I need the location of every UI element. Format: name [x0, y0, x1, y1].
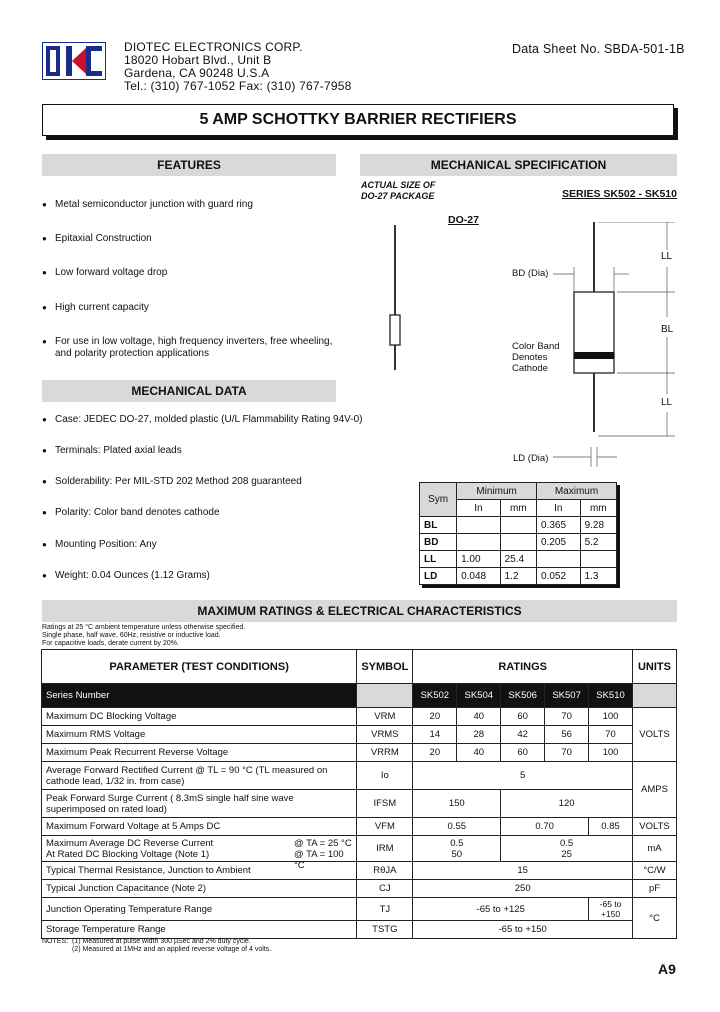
table-row	[42, 726, 677, 744]
dim-ll-bottom: LL	[661, 397, 673, 408]
param-line2: cathode lead, 1/32 in. from case)	[46, 775, 185, 787]
dim-cell	[500, 534, 536, 551]
feature-item: ● Low forward voltage drop	[42, 266, 167, 279]
param-cell: Maximum DC Blocking Voltage	[42, 708, 357, 726]
value-cell: 42	[501, 726, 545, 744]
dim-cell: 0.365	[537, 517, 581, 534]
param-cell: Typical Thermal Resistance, Junction to Ambient	[42, 862, 357, 880]
notes-label: NOTES:	[42, 938, 69, 945]
dim-cell: 1.3	[580, 568, 616, 585]
value-cell: 70	[545, 744, 589, 762]
features-heading: FEATURES	[42, 154, 336, 176]
value-cell: 150	[413, 790, 501, 818]
unit-cell: VOLTS	[632, 818, 676, 836]
value-cell: -65 to +125	[413, 898, 589, 921]
param-cell: Maximum Forward Voltage at 5 Amps DC	[42, 818, 357, 836]
value-25c: 0.5	[559, 837, 574, 849]
param-cell: Maximum Peak Recurrent Reverse Voltage	[42, 744, 357, 762]
col-units: UNITS	[632, 650, 676, 684]
dim-cell: 9.28	[580, 517, 616, 534]
diode-actual-size-icon	[385, 225, 405, 370]
unit-cell: mA	[632, 836, 676, 862]
dim-cell	[580, 551, 616, 568]
dim-sym: BL	[420, 517, 457, 534]
param-line1: Peak Forward Surge Current ( 8.3mS single half sine wave	[46, 792, 294, 804]
col-symbol: SYMBOL	[357, 650, 413, 684]
table-row	[42, 836, 677, 862]
ratings-heading: MAXIMUM RATINGS & ELECTRICAL CHARACTERISTICS	[42, 600, 677, 622]
series-sk502: SK502	[413, 684, 457, 708]
dim-unit: In	[457, 500, 501, 517]
value-cell: -65 to +150	[413, 921, 633, 939]
dim-cell	[457, 534, 501, 551]
symbol-cell: VRRM	[357, 744, 413, 762]
series-label: SERIES SK502 - SK510	[562, 188, 677, 200]
dim-cell: 25.4	[500, 551, 536, 568]
dim-ld: LD (Dia)	[513, 453, 549, 464]
symbol-cell: VRMS	[357, 726, 413, 744]
dim-col-max: Maximum	[537, 483, 617, 500]
table-row	[420, 517, 617, 534]
series-sk510: SK510	[589, 684, 633, 708]
ratings-note2: Single phase, half wave, 60Hz, resistive or inductive load.	[42, 632, 221, 639]
mech-item: ● Polarity: Color band denotes cathode	[42, 506, 220, 519]
color-band-label1: Color Band	[512, 341, 560, 352]
value-cell: 28	[457, 726, 501, 744]
color-band-label2: Denotes	[512, 352, 548, 363]
mechanical-data-heading: MECHANICAL DATA	[42, 380, 336, 402]
table-row	[42, 818, 677, 836]
param-cell	[42, 762, 357, 790]
param-cell: Typical Junction Capacitance (Note 2)	[42, 880, 357, 898]
value-cell: 15	[413, 862, 633, 880]
mech-item: ● Solderability: Per MIL-STD 202 Method 208 guaranteed	[42, 475, 302, 488]
value-cell: 20	[413, 708, 457, 726]
dim-cell	[537, 551, 581, 568]
symbol-cell: IRM	[357, 836, 413, 862]
dim-bd: BD (Dia)	[512, 268, 549, 279]
value-cell	[413, 836, 501, 862]
company-phone: Tel.: (310) 767-1052 Fax: (310) 767-7958	[124, 79, 352, 93]
value-cell: 56	[545, 726, 589, 744]
value-cell: -65 to +150	[589, 898, 633, 921]
param-cell	[42, 790, 357, 818]
param-cell: Storage Temperature Range	[42, 921, 357, 939]
value-cell: 120	[501, 790, 633, 818]
table-row	[42, 708, 677, 726]
company-name: DIOTEC ELECTRONICS CORP.	[124, 40, 303, 54]
value-cell: 60	[501, 708, 545, 726]
value-cell: 20	[413, 744, 457, 762]
param-line1: Maximum Average DC Reverse Current	[46, 837, 214, 849]
unit-cell: °C/W	[632, 862, 676, 880]
value-cell: 70	[589, 726, 633, 744]
table-row	[42, 921, 677, 939]
unit-cell: AMPS	[632, 762, 676, 818]
value-cell: 0.85	[589, 818, 633, 836]
value-100c: 50	[451, 848, 463, 860]
dim-unit: mm	[580, 500, 616, 517]
param-cell: Junction Operating Temperature Range	[42, 898, 357, 921]
value-cell: 70	[545, 708, 589, 726]
feature-item: ● For use in low voltage, high frequency inverters, free wheeling,	[42, 335, 332, 348]
value-cell	[501, 836, 633, 862]
symbol-cell: VRM	[357, 708, 413, 726]
param-line2: At Rated DC Blocking Voltage (Note 1)	[46, 848, 210, 860]
table-row	[42, 790, 677, 818]
dim-cell	[500, 517, 536, 534]
value-cell: 40	[457, 744, 501, 762]
mech-item: ● Terminals: Plated axial leads	[42, 444, 182, 457]
feature-item-cont: and polarity protection applications	[55, 348, 209, 359]
symbol-cell: VFM	[357, 818, 413, 836]
actual-size-label2: DO-27 PACKAGE	[361, 191, 435, 201]
table-row	[420, 568, 617, 585]
actual-size-label1: ACTUAL SIZE OF	[361, 180, 436, 190]
symbol-cell: Io	[357, 762, 413, 790]
dimension-table	[419, 482, 617, 585]
ratings-note1: Ratings at 25 °C ambient temperature unless otherwise specified.	[42, 624, 246, 631]
table-row	[42, 862, 677, 880]
param-line2: superimposed on rated load)	[46, 803, 167, 815]
unit-cell: pF	[632, 880, 676, 898]
ratings-table	[41, 649, 677, 939]
dim-col-sym: Sym	[420, 483, 457, 517]
dim-ll-top: LL	[661, 251, 673, 262]
feature-item: ● High current capacity	[42, 301, 149, 314]
feature-item: ● Epitaxial Construction	[42, 232, 152, 245]
value-cell: 60	[501, 744, 545, 762]
dim-cell: 0.205	[537, 534, 581, 551]
condition-100c: @ TA = 100 °C	[294, 849, 344, 871]
note-2: (2) Measured at 1MHz and an applied reverse voltage of 4 volts.	[72, 946, 272, 953]
dim-cell: 1.00	[457, 551, 501, 568]
value-cell: 14	[413, 726, 457, 744]
table-row	[42, 762, 677, 790]
dim-sym: LD	[420, 568, 457, 585]
mech-item: ● Mounting Position: Any	[42, 538, 157, 551]
value-25c: 0.5	[450, 837, 464, 849]
symbol-cell: TSTG	[357, 921, 413, 939]
feature-item: ● Metal semiconductor junction with guard ring	[42, 198, 253, 211]
value-cell: 5	[413, 762, 633, 790]
dim-cell: 1.2	[500, 568, 536, 585]
value-cell: 100	[589, 708, 633, 726]
mech-item: ● Weight: 0.04 Ounces (1.12 Grams)	[42, 569, 210, 582]
package-label: DO-27	[448, 214, 479, 226]
datasheet-number: Data Sheet No. SBDA-501-1B	[512, 42, 685, 56]
dim-cell: 0.048	[457, 568, 501, 585]
table-row	[42, 880, 677, 898]
table-row	[420, 534, 617, 551]
value-cell: 100	[589, 744, 633, 762]
dim-sym: LL	[420, 551, 457, 568]
param-cell: Maximum RMS Voltage	[42, 726, 357, 744]
col-ratings: RATINGS	[413, 650, 633, 684]
dim-cell: 0.052	[537, 568, 581, 585]
series-sk506: SK506	[501, 684, 545, 708]
series-sk507: SK507	[545, 684, 589, 708]
param-line1: Average Forward Rectified Current @ TL = 90 °C (TL measured on	[46, 764, 328, 776]
color-band-label3: Cathode	[512, 363, 548, 374]
dim-sym: BD	[420, 534, 457, 551]
value-cell: 250	[413, 880, 633, 898]
condition-25c: @ TA = 25 °C	[294, 838, 352, 849]
table-row	[42, 898, 677, 921]
value-100c: 25	[561, 848, 572, 860]
series-sk504: SK504	[457, 684, 501, 708]
mech-item: ● Case: JEDEC DO-27, molded plastic (U/L Flammability Rating 94V-0)	[42, 413, 363, 426]
dim-unit: In	[537, 500, 581, 517]
ratings-note3: For capacitive loads, derate current by 20%.	[42, 640, 179, 647]
value-cell: 0.55	[413, 818, 501, 836]
mech-spec-heading: MECHANICAL SPECIFICATION	[360, 154, 677, 176]
dim-cell	[457, 517, 501, 534]
company-address1: 18020 Hobart Blvd., Unit B	[124, 53, 272, 67]
dim-col-min: Minimum	[457, 483, 537, 500]
dim-unit: mm	[500, 500, 536, 517]
company-address2: Gardena, CA 90248 U.S.A	[124, 66, 270, 80]
symbol-cell: TJ	[357, 898, 413, 921]
unit-cell: VOLTS	[632, 708, 676, 762]
unit-cell: °C	[632, 898, 676, 939]
dim-bl: BL	[661, 324, 674, 335]
table-row	[420, 551, 617, 568]
page-number: A9	[658, 961, 676, 977]
series-number-label: Series Number	[42, 684, 357, 708]
page-title: 5 AMP SCHOTTKY BARRIER RECTIFIERS	[199, 111, 517, 128]
table-row	[42, 744, 677, 762]
col-parameter: PARAMETER (TEST CONDITIONS)	[42, 650, 357, 684]
company-logo	[42, 42, 106, 80]
symbol-cell: CJ	[357, 880, 413, 898]
symbol-cell: IFSM	[357, 790, 413, 818]
note-1: (1) Measured at pulse width 300 µSec and 2% duty cycle.	[72, 938, 251, 945]
symbol-cell: RθJA	[357, 862, 413, 880]
value-cell: 40	[457, 708, 501, 726]
value-cell: 0.70	[501, 818, 589, 836]
title-box	[42, 104, 674, 136]
dim-cell: 5.2	[580, 534, 616, 551]
